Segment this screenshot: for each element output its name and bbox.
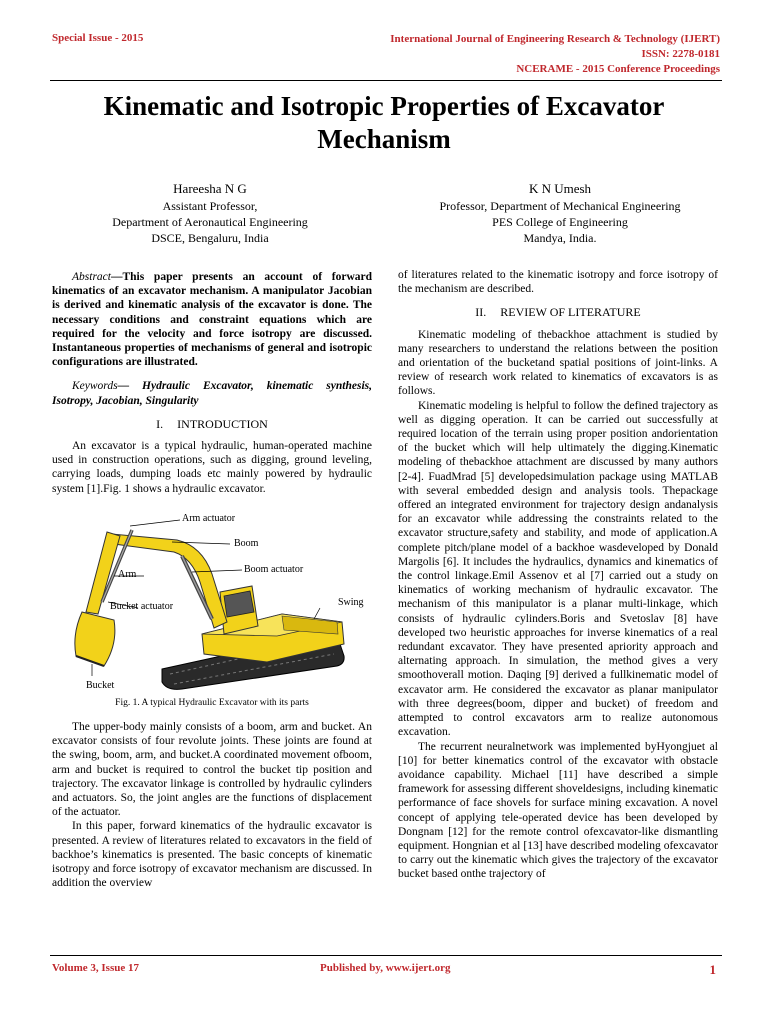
page-number: 1	[709, 962, 716, 977]
label-arm: Arm	[118, 568, 137, 580]
label-arm-actuator: Arm actuator	[182, 512, 236, 524]
issn: ISSN: 2278-0181	[641, 48, 720, 60]
label-bucket: Bucket	[86, 679, 115, 691]
excavator-bucket	[75, 612, 115, 666]
intro-paragraph-1: An excavator is a typical hydraulic, human-operated machine used in construction operations, such as digging, ground leveling, carrying loads, dumping loads etc mainly powered by hydraulic system [1].Fig. 1 shows a hydraulic excavator.	[52, 440, 372, 495]
footer-published: Published by, www.ijert.org	[320, 962, 451, 974]
right-paragraph-0: of literatures related to the kinematic isotropy and force isotropy of the mechanism are described.	[398, 269, 718, 296]
abstract	[52, 270, 372, 369]
review-paragraph-3: The recurrent neuralnetwork was implemented byHyongjuet al [10] for better kinematics control of the excavator with obstacle avoidance capability. Michael [11] have described a simple framework for assessing different shoveldesigns, including kinematic performance of face shovels for surface mining excavation. A novel concept of applying tele-operated device has been developed by Dongnam [12] for the remote control ofexcavator-like dismantling equipment. Hongnian et al [13] have described modeling ofexcavator to carry out the kinematic which gives the trajectory of the excavator bucket based onthe trajectory of	[398, 740, 718, 881]
author-line: PES College of Engineering	[492, 215, 628, 229]
author-line: DSCE, Bengaluru, India	[151, 231, 269, 245]
author-line: Mandya, India.	[523, 231, 597, 245]
keywords	[52, 379, 372, 407]
excavator-figure	[52, 504, 372, 694]
keywords-text: — Hydraulic Excavator, kinematic synthesis, Isotropy, Jacobian, Singularity	[52, 380, 372, 407]
label-bucket-actuator: Bucket actuator	[110, 600, 174, 612]
author-block-2	[400, 181, 720, 246]
intro-paragraph-3: In this paper, forward kinematics of the hydraulic excavator is presented. A review of literatures related to excavators in the field of backhoe’s kinematics is presented. The basic concepts of kinematic isotropy and force isotropy of excavator mechanism are discussed. In addition the overview	[52, 820, 372, 890]
abstract-label: Abstract	[72, 271, 111, 283]
left-column	[52, 268, 372, 890]
excavator-cab	[220, 586, 258, 634]
header-rule	[50, 80, 722, 81]
keywords-label: Keywords	[72, 380, 118, 393]
paper-title	[40, 90, 728, 156]
section-heading-introduction	[52, 417, 372, 431]
header-left: Special Issue - 2015	[52, 32, 144, 44]
section-title: REVIEW OF LITERATURE	[500, 305, 641, 320]
footer-volume: Volume 3, Issue 17	[52, 962, 139, 974]
author-name: Hareesha N G	[173, 181, 247, 196]
intro-paragraph-2: The upper-body mainly consists of a boom, arm and bucket. An excavator consists of four revolute joints. These joints are found at the swing, boom, arm, and bucket.A coordinated movement ofboom, arm and bucket is required to control the bucket tip position and trajectory. The excavator linkage is controlled by hydraulic cylinders and actuators. So, the joint angles are the functions of displacement of the actuator.	[52, 721, 372, 819]
title-line-1: Kinematic and Isotropic Properties of Excavator	[103, 91, 665, 121]
conference: NCERAME - 2015 Conference Proceedings	[516, 63, 720, 75]
review-paragraph-2: Kinematic modeling is helpful to follow the defined trajectory as well as digging operation. It can be carried out successfully at required location of the terrain using proper position andorientation of the bucket which will help ultimately the digging.Kinematic modeling of thebackhoe attachment are discussed by many authors [2-4]. FuadMrad [5] developedsimulation package using MATLAB with several embedded design and analysis tools. Thepackage offered an integrated environment for trajectory design andanalysis for an excavator while addressing the constraints related to the excavator structure,safety and stability, and mode of application.A complete pitch/plane model of a backhoe wasdeveloped by Donald Margolis [6]. It includes the hydraulics, dynamics and kinematics of the control linkage.Emil Assenov et al [7] carried out a study on kinematics of working mechanism of hydraulic excavator. The mechanism of this manipulator is a planar multi-linkage, which consists of hydraulic cylinders.Boris and Svetoslav [8] have developed two heuristic approaches for inverse kinematics of a real redundant excavator. They have presented apriority approach and alternating approach. In simulation, the method gives a very smoothoverall motion. Daqing [9] derived a fullkinematic model of excavator arm. He considered the excavator as planar manipulator with three degrees(boom, dipper and bucket) of freedom and attempted to control excavators arm to realize autonomous excavation.	[398, 399, 718, 739]
author-line: Department of Aeronautical Engineering	[112, 215, 308, 229]
figure-caption: Fig. 1. A typical Hydraulic Excavator with its parts	[115, 697, 309, 708]
footer-rule	[50, 955, 722, 956]
right-column	[398, 268, 718, 882]
label-boom: Boom	[234, 537, 259, 549]
label-boom-actuator: Boom actuator	[244, 563, 304, 575]
author-line: Assistant Professor,	[162, 199, 258, 213]
abstract-text: —This paper presents an account of forward kinematics of an excavator mechanism. A manipulator Jacobian is derived and kinematic analysis of the excavator is done. The necessary conditions and constraint equations which are required for the velocity and force isotropy are discussed. Instantaneous properties of mechanisms of general and isotropic configurations are illustrated.	[52, 271, 372, 369]
review-paragraph-1: Kinematic modeling of thebackhoe attachment is studied by many researchers to understand the relations between the position and orientation of the bucketand spatial positions of joint-links. A review of research work related to kinematics of excavators is as follows.	[398, 328, 718, 398]
header-right	[390, 32, 720, 77]
label-swing: Swing	[338, 596, 364, 608]
author-name: K N Umesh	[528, 181, 592, 196]
journal-name: International Journal of Engineering Research & Technology (IJERT)	[390, 33, 720, 45]
section-heading-review	[398, 305, 718, 319]
section-number: I.	[156, 416, 164, 431]
author-block-1	[60, 181, 360, 246]
author-line: Professor, Department of Mechanical Engineering	[439, 199, 681, 213]
excavator-illustration	[52, 504, 372, 694]
section-number: II.	[475, 305, 487, 320]
title-line-2: Mechanism	[317, 124, 451, 154]
section-title: INTRODUCTION	[177, 416, 268, 431]
